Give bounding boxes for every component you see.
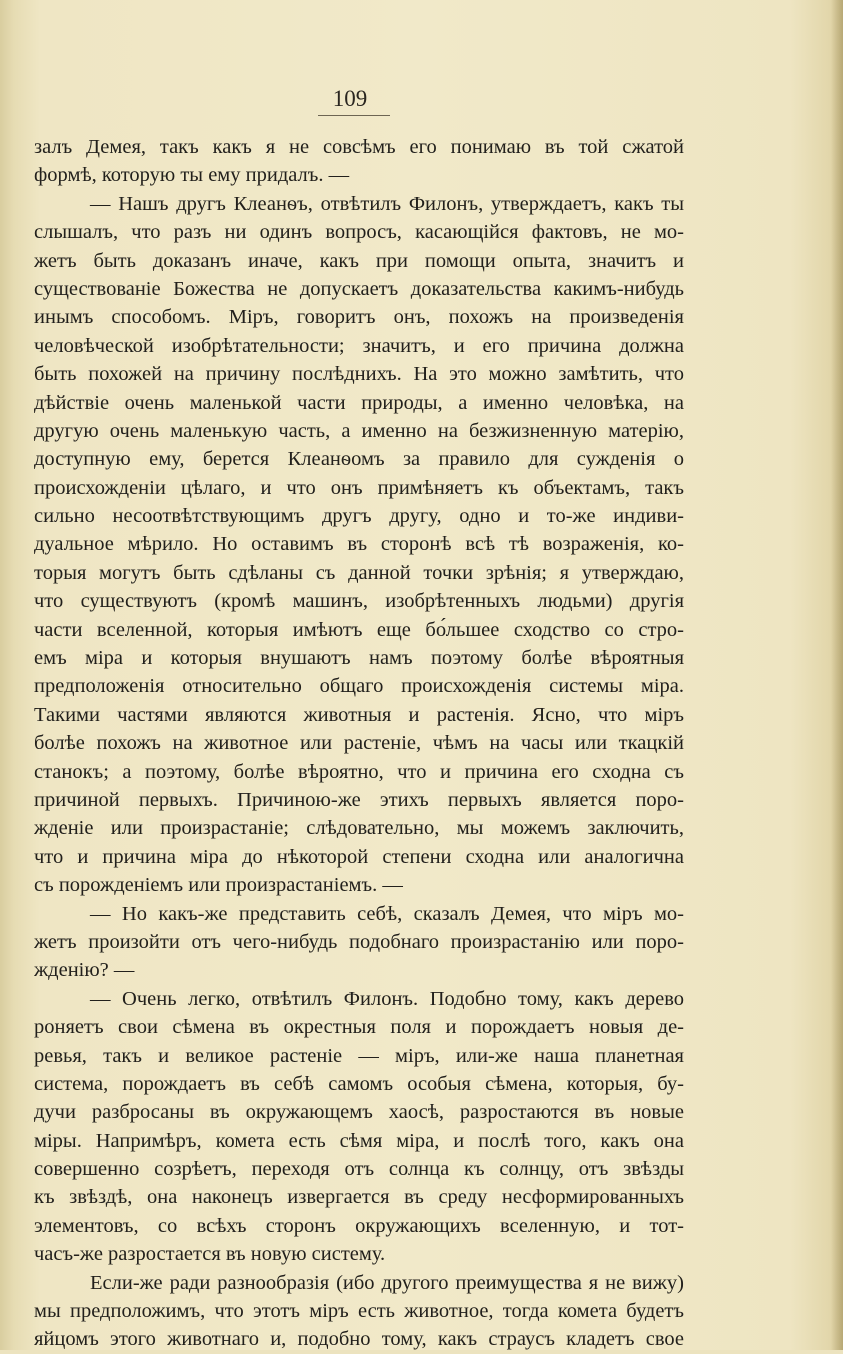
text-line: роняетъ свои сѣмена въ окрестныя поля и порождаетъ новыя де- xyxy=(34,1016,684,1039)
text-line: Если-же ради разнообразія (ибо другого преимущества я не вижу) xyxy=(90,1271,684,1294)
text-line: доступную ему, берется Клеанѳомъ за правило для сужденія о xyxy=(34,448,684,471)
text-line: быть похожей на причину послѣднихъ. На это можно замѣтить, что xyxy=(34,363,684,386)
text-line: элементовъ, со всѣхъ сторонъ окружающихъ вселенную, и тот- xyxy=(34,1214,684,1237)
text-line: части вселенной, которыя имѣютъ еще бо́льшее сходство со стро- xyxy=(34,618,684,641)
text-line: система, порождаетъ въ себѣ самомъ особыя сѣмена, которыя, бу- xyxy=(34,1072,684,1095)
text-line: предположенія относительно общаго происхожденія системы міра. xyxy=(34,675,684,698)
text-line: слышалъ, что разъ ни одинъ вопросъ, касающійся фактовъ, не мо- xyxy=(34,221,684,244)
text-line: человѣческой изобрѣтательности; значитъ, и его причина должна xyxy=(34,334,684,357)
text-line: существованіе Божества не допускаетъ доказательства какимъ-нибудь xyxy=(34,277,684,300)
text-line: другую очень маленькую часть, а именно на безжизненную матерію, xyxy=(34,419,684,442)
text-line: — Нашъ другъ Клеанѳъ, отвѣтилъ Филонъ, утверждаетъ, какъ ты xyxy=(90,192,684,215)
text-line: мы предположимъ, что этотъ міръ есть животное, тогда комета будетъ xyxy=(34,1300,684,1323)
text-line: съ порожденіемъ или произрастаніемъ. — xyxy=(34,874,403,897)
text-line: станокъ; а поэтому, болѣе вѣроятно, что и причина его сходна съ xyxy=(34,760,684,783)
text-line: жденіе или произрастаніе; слѣдовательно, мы можемъ заключить, xyxy=(34,817,684,840)
text-line: что существуютъ (кромѣ машинъ, изобрѣтенныхъ людьми) другія xyxy=(34,590,684,613)
text-line: совершенно созрѣетъ, переходя отъ солнца къ солнцу, отъ звѣзды xyxy=(34,1158,684,1181)
text-line: залъ Демея, такъ какъ я не совсѣмъ его понимаю въ той сжатой xyxy=(34,136,684,158)
text-line: дуальное мѣрило. Но оставимъ въ сторонѣ всѣ тѣ возраженія, ко- xyxy=(34,533,684,556)
text-line: причиной первыхъ. Причиною-же этихъ первыхъ является поро- xyxy=(34,788,684,811)
text-line: формѣ, которую ты ему придалъ. — xyxy=(34,164,350,187)
text-line: сильно несоотвѣтствующимъ другъ другу, одно и то-же индиви- xyxy=(34,505,684,528)
page-number: 109 xyxy=(332,86,368,111)
page-number-rule xyxy=(318,115,390,116)
text-line: что и причина міра до нѣкоторой степени сходна или аналогична xyxy=(34,845,684,868)
text-line: — Очень легко, отвѣтилъ Филонъ. Подобно тому, какъ дерево xyxy=(90,987,684,1010)
text-line: жденію? — xyxy=(34,959,135,982)
text-line: къ звѣздѣ, она наконецъ извергается въ среду несформированныхъ xyxy=(34,1186,684,1209)
text-line: дучи разбросаны въ окружающемъ хаосѣ, разростаются въ новые xyxy=(34,1101,684,1124)
text-line: инымъ способомъ. Міръ, говоритъ онъ, похожъ на произведенія xyxy=(34,306,684,329)
text-line: жетъ произойти отъ чего-нибудь подобнаго произрастанію или поро- xyxy=(34,930,684,953)
text-line: — Но какъ-же представить себѣ, сказалъ Демея, что міръ мо- xyxy=(90,902,684,925)
text-line: Такими частями являются животныя и растенія. Ясно, что міръ xyxy=(34,703,684,726)
text-line: происхожденіи цѣлаго, и что онъ примѣняетъ къ объектамъ, такъ xyxy=(34,476,684,499)
page-edge-shadow xyxy=(831,0,843,1350)
text-line: міры. Напримѣръ, комета есть сѣмя міра, и послѣ того, какъ она xyxy=(34,1129,684,1152)
text-line: дѣйствіе очень маленькой части природы, а именно человѣка, на xyxy=(34,391,684,414)
text-line: часъ-же разростается въ новую систему. xyxy=(34,1243,386,1266)
text-line: торыя могутъ быть сдѣланы съ данной точки зрѣнія; я утверждаю, xyxy=(34,561,684,584)
text-line: ревья, такъ и великое растеніе — міръ, или-же наша планетная xyxy=(34,1044,684,1067)
text-line: болѣе похожъ на животное или растеніе, чѣмъ на часы или ткацкій xyxy=(34,732,684,755)
text-line: яйцомъ этого животнаго и, подобно тому, какъ страусъ кладетъ свое xyxy=(34,1328,684,1351)
body-text xyxy=(34,133,684,1354)
text-line: емъ міра и которыя внушаютъ намъ поэтому болѣе вѣроятныя xyxy=(34,647,684,670)
text-line: жетъ быть доказанъ иначе, какъ при помощи опыта, значитъ и xyxy=(34,249,684,272)
